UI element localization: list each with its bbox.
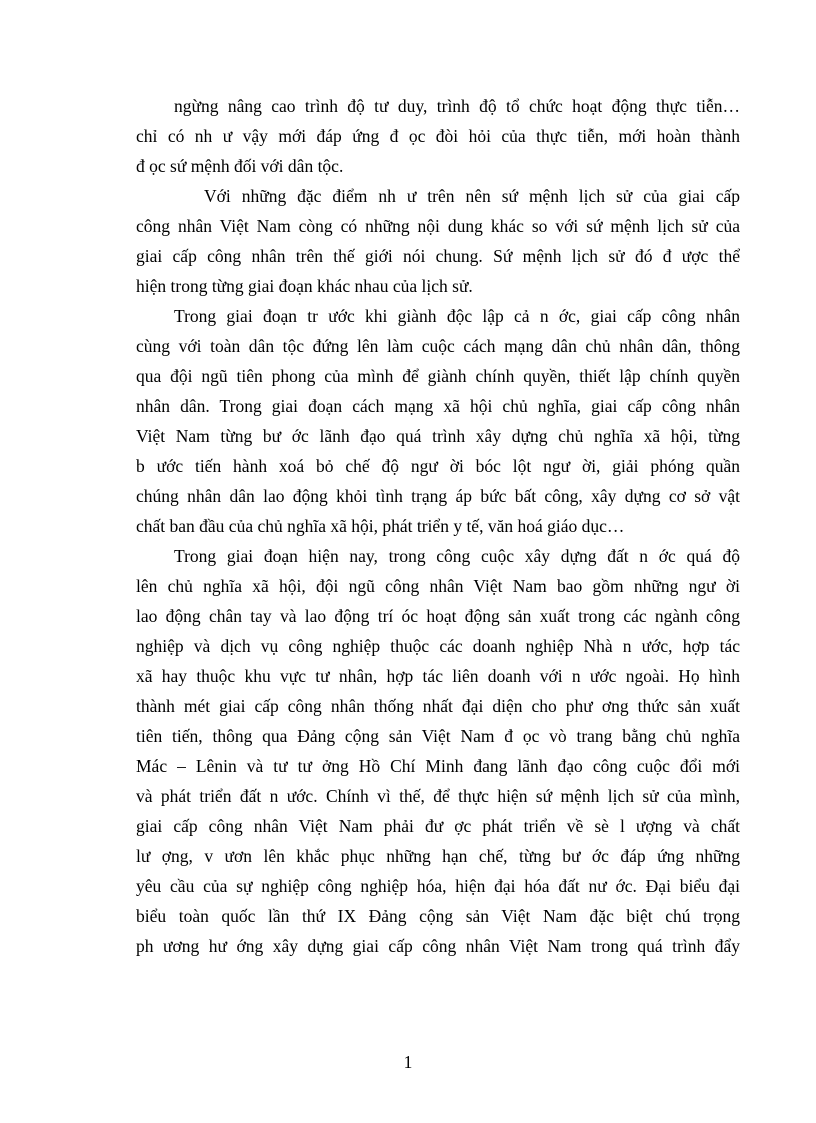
text-line: hiện trong từng giai đoạn khác nhau của lịch sử.: [136, 276, 473, 296]
page-number: 1: [403, 1052, 413, 1072]
paragraph-2: [136, 181, 740, 301]
text-line: b ước tiến hành xoá bỏ chế độ ngư ời bóc lột ngư ời, giải phóng quần: [136, 456, 740, 476]
text-line: thành mét giai cấp công nhân thống nhất đại diện cho phư ơng thức sản xuất: [136, 696, 740, 716]
text-line: lao động chân tay và lao động trí óc hoạt động sản xuất trong các ngành công: [136, 606, 740, 626]
text-line: Với những đặc điểm nh ư trên nên sứ mệnh lịch sử của giai cấp: [204, 186, 740, 206]
text-line: Trong giai đoạn tr ước khi giành độc lập cả n ớc, giai cấp công nhân: [174, 306, 740, 326]
paragraph-1: [136, 91, 740, 181]
text-line: giai cấp công nhân Việt Nam phải đư ợc phát triển về sè l ượng và chất: [136, 816, 740, 836]
text-line: xã hay thuộc khu vực tư nhân, hợp tác liên doanh với n ước ngoài. Họ hình: [136, 666, 740, 686]
text-line: tiên tiến, thông qua Đảng cộng sản Việt Nam đ ọc vò trang bằng chủ nghĩa: [136, 726, 740, 746]
text-line: Mác – Lênin và tư tư ởng Hồ Chí Minh đang lãnh đạo công cuộc đổi mới: [136, 756, 740, 776]
text-line: lư ợng, v ươn lên khắc phục những hạn chế, từng bư ớc đáp ứng những: [136, 846, 740, 866]
text-line: chất ban đầu của chủ nghĩa xã hội, phát triển y tế, văn hoá giáo dục…: [136, 516, 625, 536]
text-line: nhân dân. Trong giai đoạn cách mạng xã hội chủ nghĩa, giai cấp công nhân: [136, 396, 740, 416]
text-line: chỉ có nh ư vậy mới đáp ứng đ ọc đòi hỏi của thực tiễn, mới hoàn thành: [136, 126, 740, 146]
text-line: biểu toàn quốc lần thứ IX Đảng cộng sản Việt Nam đặc biệt chú trọng: [136, 906, 740, 926]
text-line: chúng nhân dân lao động khỏi tình trạng áp bức bất công, xây dựng cơ sở vật: [136, 486, 740, 506]
text-line: đ ọc sứ mệnh đối với dân tộc.: [136, 156, 344, 176]
text-line: qua đội ngũ tiên phong của mình để giành chính quyền, thiết lập chính quyền: [136, 366, 740, 386]
paragraph-4: [136, 541, 740, 961]
text-line: lên chủ nghĩa xã hội, đội ngũ công nhân Việt Nam bao gồm những ngư ời: [136, 576, 740, 596]
text-line: cùng với toàn dân tộc đứng lên làm cuộc cách mạng dân chủ nhân dân, thông: [136, 336, 740, 356]
text-line: Trong giai đoạn hiện nay, trong công cuộc xây dựng đất n ớc quá độ: [174, 546, 740, 566]
text-line: Việt Nam từng bư ớc lãnh đạo quá trình xây dựng chủ nghĩa xã hội, từng: [136, 426, 740, 446]
paragraph-3: [136, 301, 740, 541]
text-line: công nhân Việt Nam còng có những nội dung khác so với sứ mệnh lịch sử của: [136, 216, 740, 236]
text-line: và phát triển đất n ước. Chính vì thế, để thực hiện sứ mệnh lịch sử của mình,: [136, 786, 740, 806]
text-line: giai cấp công nhân trên thế giới nói chung. Sứ mệnh lịch sử đó đ ược thể: [136, 246, 740, 266]
text-line: ph ương hư ớng xây dựng giai cấp công nhân Việt Nam trong quá trình đẩy: [136, 936, 740, 956]
text-line: ngừng nâng cao trình độ tư duy, trình độ tổ chức hoạt động thực tiễn…: [174, 96, 740, 116]
text-line: yêu cầu của sự nghiệp công nghiệp hóa, hiện đại hóa đất nư ớc. Đại biểu đại: [136, 876, 740, 896]
body-text: [136, 91, 740, 961]
text-line: nghiệp và dịch vụ công nghiệp thuộc các doanh nghiệp Nhà n ước, hợp tác: [136, 636, 740, 656]
